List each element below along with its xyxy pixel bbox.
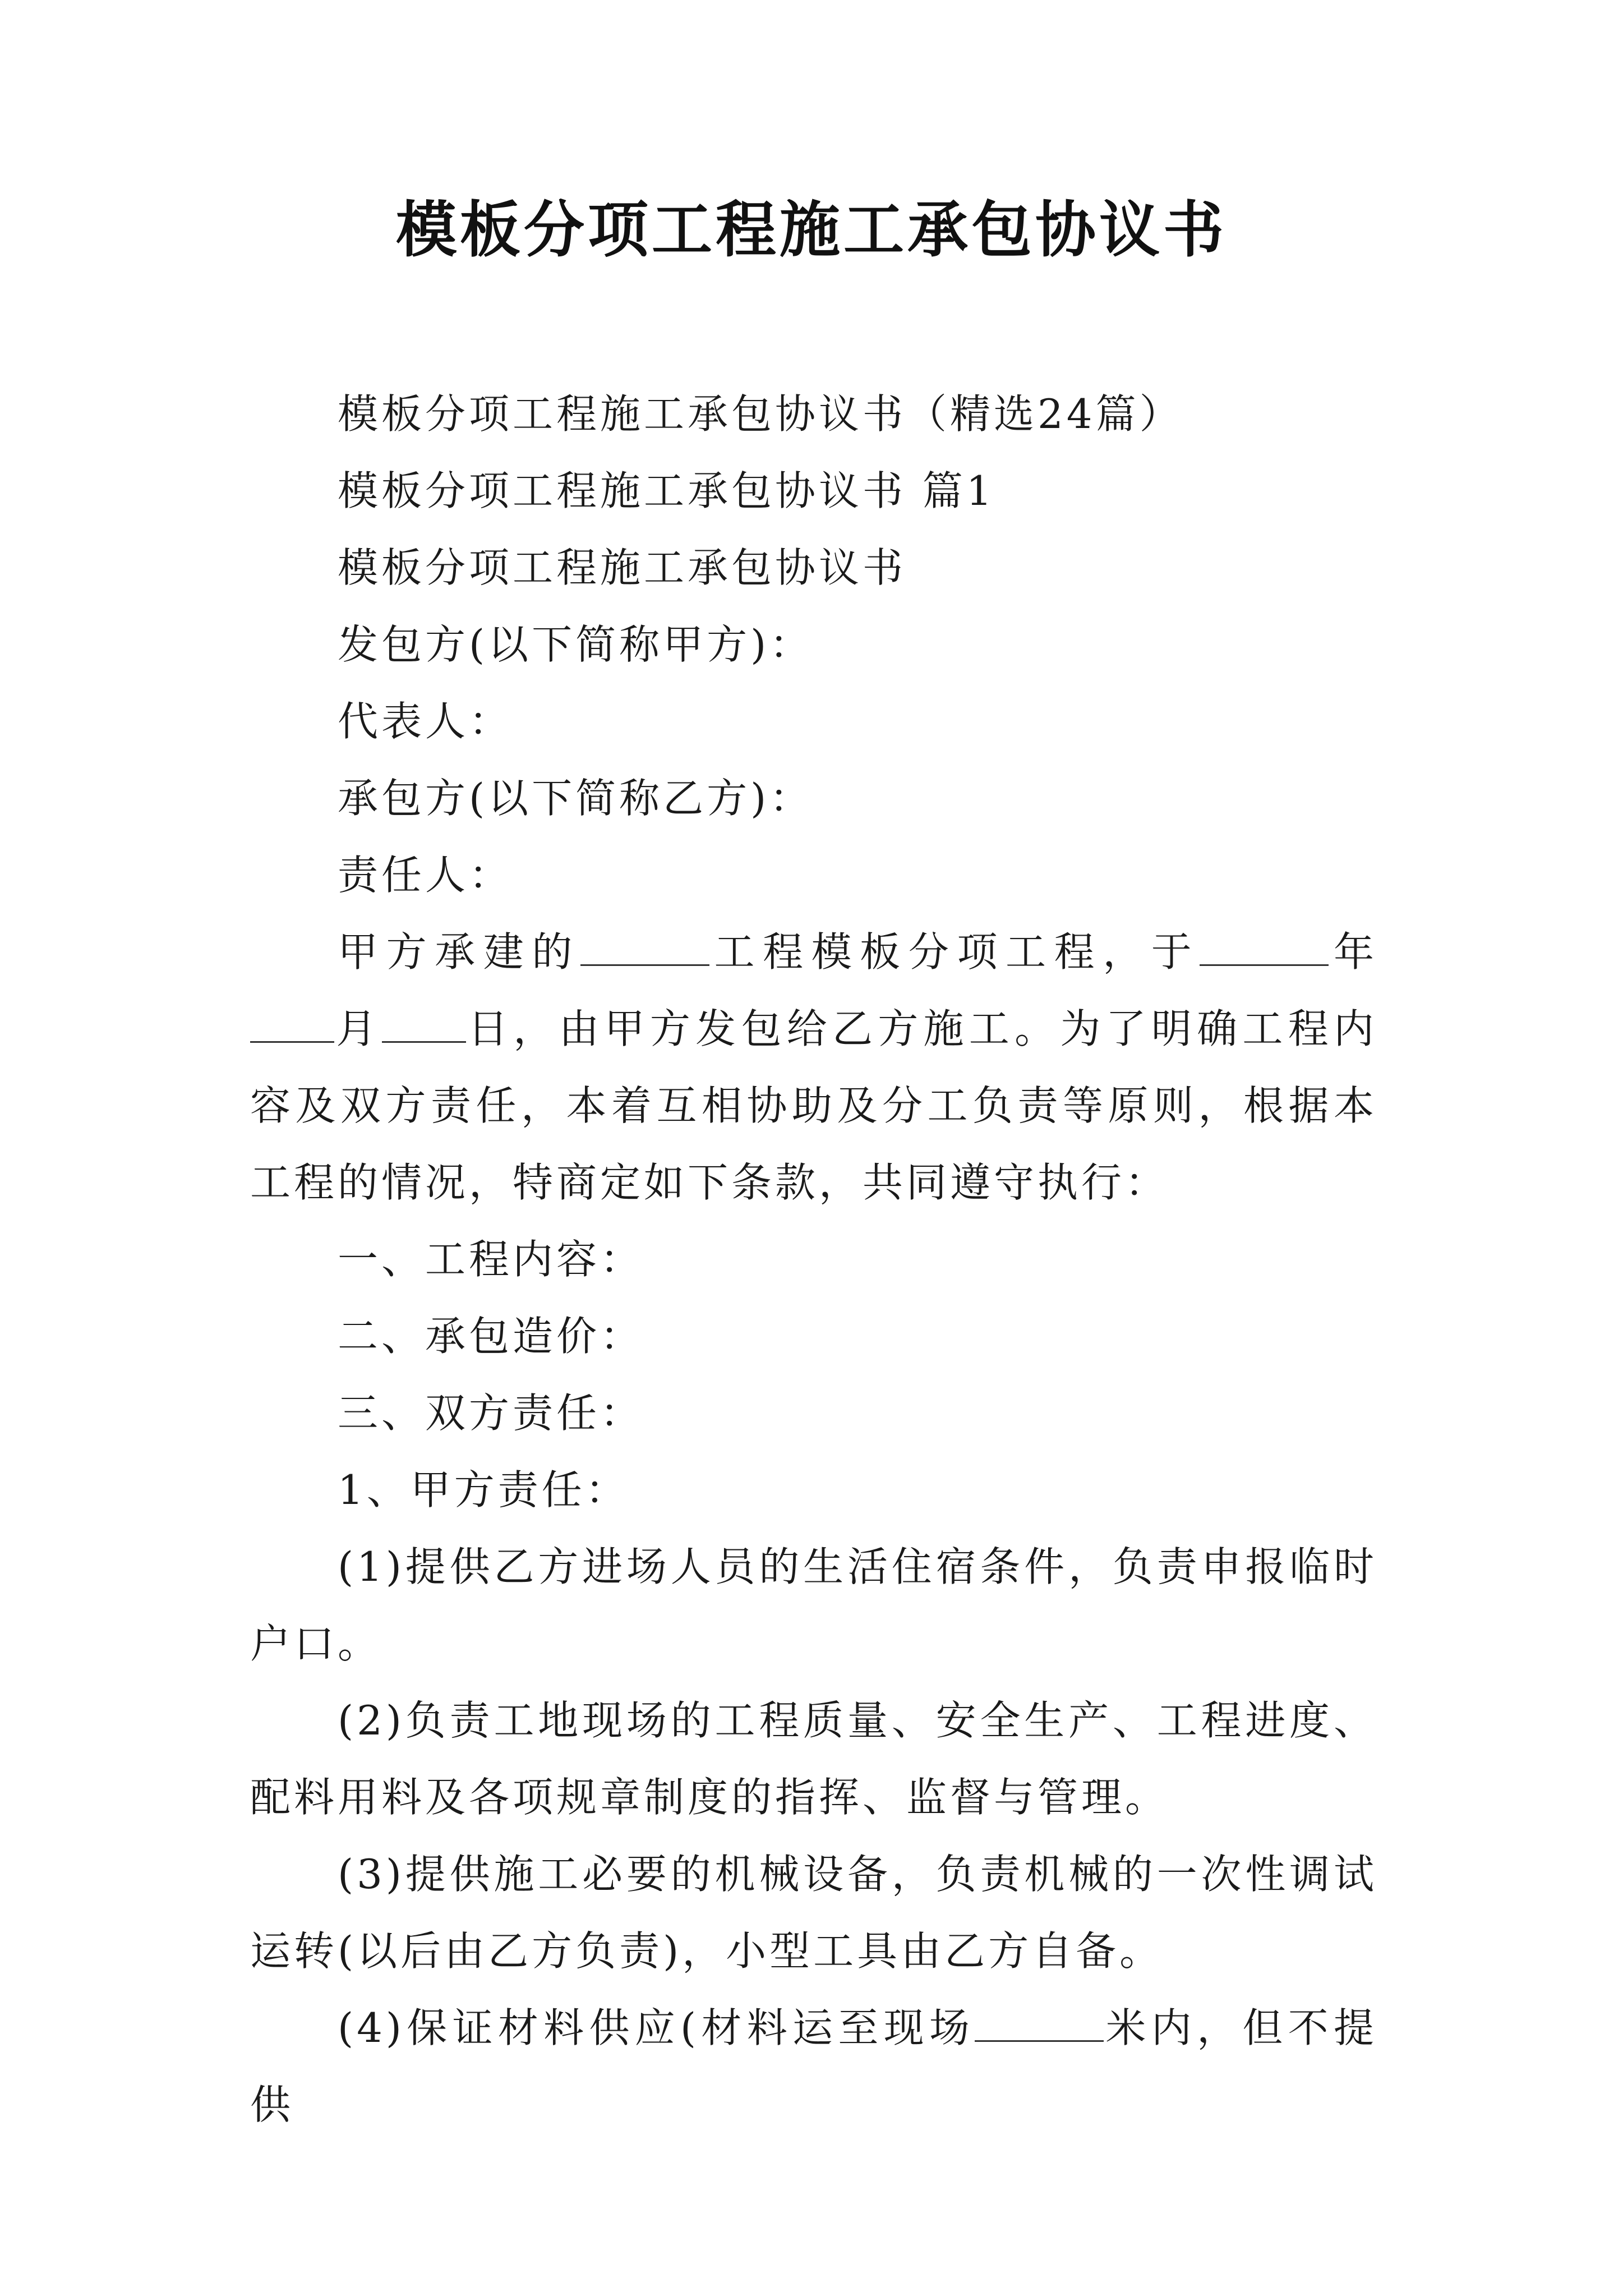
paragraph-subtitle: 模板分项工程施工承包协议书（精选24篇） (338, 390, 1183, 438)
blank-project-name (580, 924, 709, 966)
document-title: 模板分项工程施工承包协议书 (395, 195, 1227, 265)
paragraph-representative: 代表人： (338, 698, 513, 745)
intro-text-1: 甲方承建的 (338, 928, 580, 976)
paragraph-responsible-person: 责任人： (338, 852, 513, 899)
intro-text-2: 工程模板分项工程，于 (709, 928, 1200, 976)
document-body (250, 376, 1377, 2143)
paragraph-duty-4 (250, 1990, 1377, 2143)
paragraph-party-a: 发包方(以下简称甲方)： (338, 621, 814, 668)
blank-month-after-year (250, 1001, 334, 1043)
paragraph-section-2: 二、承包造价： (338, 1313, 644, 1360)
paragraph-duty-1: (1)提供乙方进场人员的生活住宿条件，负责申报临时户口。 (250, 1543, 1377, 1667)
blank-day (382, 1001, 466, 1043)
paragraph-chapter: 模板分项工程施工承包协议书 篇1 (338, 467, 995, 514)
intro-text-4: 月 (334, 1005, 382, 1052)
paragraph-duty-3: (3)提供施工必要的机械设备，负责机械的一次性调试运转(以后由乙方负责)，小型工具由乙方自备。 (250, 1851, 1377, 1975)
intro-text-3: 年 (1329, 928, 1377, 976)
blank-distance (975, 2000, 1104, 2042)
paragraph-section-1: 一、工程内容： (338, 1236, 644, 1283)
intro-text-5: 日，由甲方发包给乙方施工。为了明确工程内容及双方责任，本着互相协助及分工负责等原则，根据本工程的情况，特商定如下条款，共同遵守执行： (250, 1005, 1377, 1206)
blank-year (1200, 924, 1329, 966)
paragraph-party-a-duty: 1、甲方责任： (338, 1466, 629, 1513)
duty-4-text-1: (4)保证材料供应(材料运至现场 (338, 2004, 975, 2051)
duty-4-text-2: 米内，但不提供 (250, 2004, 1377, 2128)
paragraph-party-b: 承包方(以下简称乙方)： (338, 775, 814, 822)
paragraph-section-3: 三、双方责任： (338, 1389, 644, 1437)
paragraph-duty-2: (2)负责工地现场的工程质量、安全生产、工程进度、配料用料及各项规章制度的指挥、监督与管理。 (250, 1697, 1377, 1821)
paragraph-intro-clause (250, 914, 1377, 1221)
paragraph-agreement-name: 模板分项工程施工承包协议书 (338, 544, 907, 591)
